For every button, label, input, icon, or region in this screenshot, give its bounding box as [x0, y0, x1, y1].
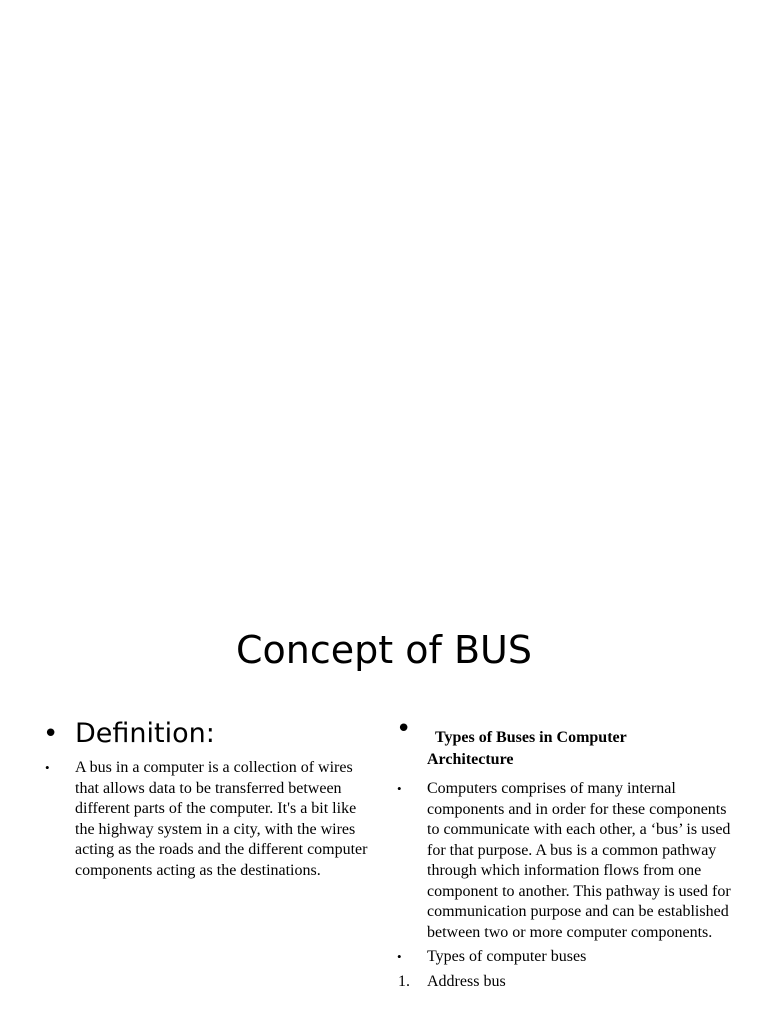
definition-heading: Definition:	[75, 718, 215, 749]
list-number: 1.	[398, 972, 410, 990]
bullet-icon: •	[397, 781, 402, 796]
types-paragraph-item	[392, 779, 732, 943]
types-heading-item	[392, 714, 732, 771]
slide-title: Concept of BUS	[236, 628, 532, 672]
definition-text: A bus in a computer is a collection of wires that allows data to be transferred between different parts of the computer. It's a bit like the highway system in a city, with the wires acting as the roads and the different computer components acting as the destinations.	[75, 759, 368, 879]
bullet-icon: •	[397, 949, 402, 964]
bullet-icon: •	[43, 719, 59, 749]
list-item	[392, 972, 732, 993]
types-label-text: Types of computer buses	[427, 948, 587, 965]
types-label-item	[392, 947, 732, 968]
bullet-icon: •	[45, 760, 50, 775]
right-column	[392, 714, 732, 992]
definition-paragraph-item	[40, 758, 370, 881]
types-paragraph-text: Computers comprises of many internal components and in order for these components to communicate with each other, a ‘bus’ is used for that purpose. A bus is a common pathway through which information flows from one component to another. This pathway is used for communication purpose and can be established between two or more computer components.	[427, 780, 731, 941]
types-heading-line2: Architecture	[427, 751, 514, 768]
list-item-label: Address bus	[427, 972, 506, 990]
definition-heading-item	[40, 714, 370, 754]
bullet-icon: •	[396, 714, 412, 744]
left-column	[40, 714, 370, 881]
types-heading-line1: Types of Buses in Computer	[435, 729, 627, 746]
